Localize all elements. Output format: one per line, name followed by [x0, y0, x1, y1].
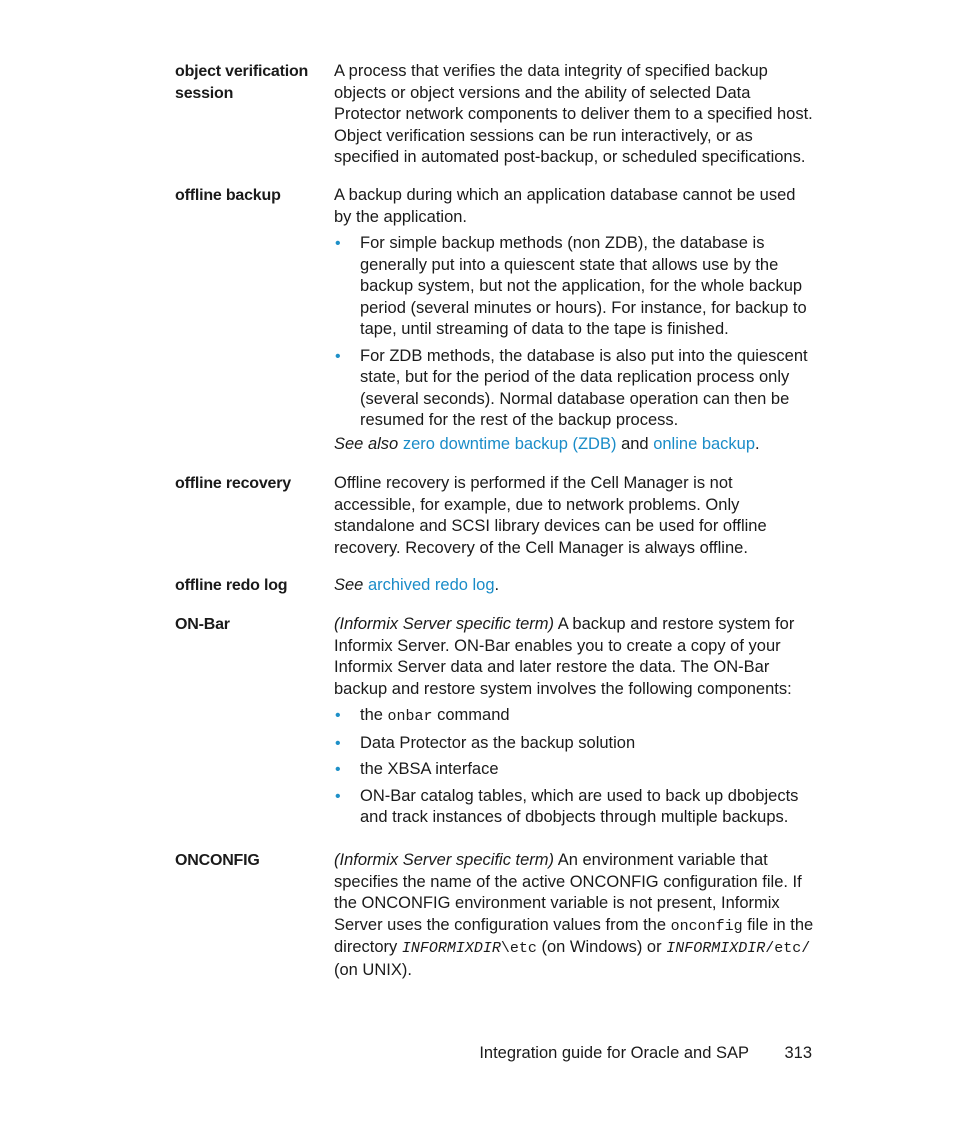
bullet-icon: • — [335, 235, 341, 252]
list-item — [334, 705, 816, 728]
bullet-icon: • — [335, 787, 341, 805]
list-item — [334, 786, 816, 829]
list-item-text: Data Protector as the backup solution — [360, 733, 636, 752]
list-item-text: ON-Bar catalog tables, which are used to back up dbobjects and track instances of dbobjects through multiple backups. — [360, 786, 799, 826]
see-also-label: See also — [334, 434, 399, 453]
list-item-text: For simple backup methods (non ZDB), the database is generally put into a quiescent state that allows use by the backup system, but not the application, for the whole backup period (several minutes or hours). For instance, for backup to tape, until streaming of data to the tape is finished. — [360, 234, 807, 338]
bullet-list — [334, 705, 816, 829]
list-item — [334, 233, 816, 341]
bullet-icon: • — [335, 734, 341, 752]
code-onconfig: onconfig — [670, 917, 743, 935]
see-label: See — [334, 576, 364, 594]
bullet-icon: • — [335, 347, 341, 365]
link-archived-redo-log[interactable]: archived redo log — [367, 576, 495, 594]
list-item — [334, 759, 816, 781]
code-etc-unix: /etc/ — [765, 940, 811, 957]
definition-body-1: An environment variable that specifies the name of the active ONCONFIG configuration file. If the ONCONFIG environment variable is not present, Informix Server uses the configuration values from the — [334, 851, 802, 934]
footer-title: Integration guide for Oracle and SAP — [479, 1044, 749, 1062]
definition-body: A backup and restore system for Informix Server. ON-Bar enables you to create a copy of your Informix Server data and later restore the data. The ON-Bar backup and restore system involves the following components: — [334, 615, 795, 698]
see-also-and: and — [621, 434, 649, 453]
link-online-backup[interactable]: online backup — [653, 434, 756, 453]
list-item — [334, 733, 816, 755]
bullet-icon: • — [335, 707, 341, 724]
code-onbar: onbar — [387, 708, 433, 725]
definition-text — [334, 614, 816, 700]
term-line-1: object verification — [175, 63, 309, 80]
link-zero-downtime-backup[interactable]: zero downtime backup (ZDB) — [402, 434, 617, 453]
glossary-term: offline backup — [175, 187, 281, 204]
bullet-icon: • — [335, 761, 341, 778]
definition-text: Offline recovery is performed if the Cell Manager is not accessible, for example, due to network problems. Only standalone and SCSI library devices can be used for offline recovery. Recovery of the Cell Manager is always offline. — [334, 474, 767, 557]
glossary-definition — [334, 61, 816, 169]
term-qualifier: (Informix Server specific term) — [334, 615, 555, 633]
list-item-text: the XBSA interface — [360, 760, 499, 778]
definition-text: A process that verifies the data integrity of specified backup objects or object versions and the ability of selected Data Protector network components to deliver them to a specified host. Object verification sessions can be run interactively, or as specified in automated post-backup, or scheduled specifications. — [334, 62, 813, 166]
glossary-definition — [334, 614, 816, 834]
definition-text — [334, 850, 816, 981]
see-line — [334, 575, 816, 597]
code-etc-windows: \etc — [500, 940, 537, 957]
var-informixdir: INFORMIXDIR — [401, 940, 501, 957]
glossary-term — [175, 61, 325, 104]
definition-body-2: file in the directory — [334, 915, 814, 956]
see-also-line — [334, 434, 816, 456]
glossary-definition — [334, 185, 816, 455]
glossary-term: ONCONFIG — [175, 852, 260, 869]
var-informixdir: INFORMIXDIR — [666, 940, 766, 957]
list-item-text-pre: the — [360, 706, 388, 724]
list-item — [334, 346, 816, 432]
page-number: 313 — [784, 1044, 812, 1062]
glossary-definition — [334, 473, 816, 559]
see-end: . — [494, 576, 500, 594]
glossary-definition — [334, 575, 816, 597]
definition-body-4: (on UNIX). — [334, 960, 412, 979]
term-line-2: session — [175, 84, 234, 102]
glossary-term: offline redo log — [175, 577, 288, 594]
list-item-text-post: command — [432, 706, 510, 724]
glossary-definition — [334, 850, 816, 981]
glossary-term: ON-Bar — [175, 616, 230, 633]
term-qualifier: (Informix Server specific term) — [334, 851, 555, 869]
glossary-term: offline recovery — [175, 475, 291, 492]
see-also-end: . — [755, 434, 760, 453]
definition-text: A backup during which an application database cannot be used by the application. — [334, 186, 796, 226]
bullet-list — [334, 233, 816, 432]
definition-body-3: (on Windows) or — [536, 938, 667, 956]
list-item-text: For ZDB methods, the database is also put into the quiescent state, but for the period of the data replication process only (several seconds). Normal database operation can then be resumed for the rest of the backup process. — [360, 346, 808, 429]
